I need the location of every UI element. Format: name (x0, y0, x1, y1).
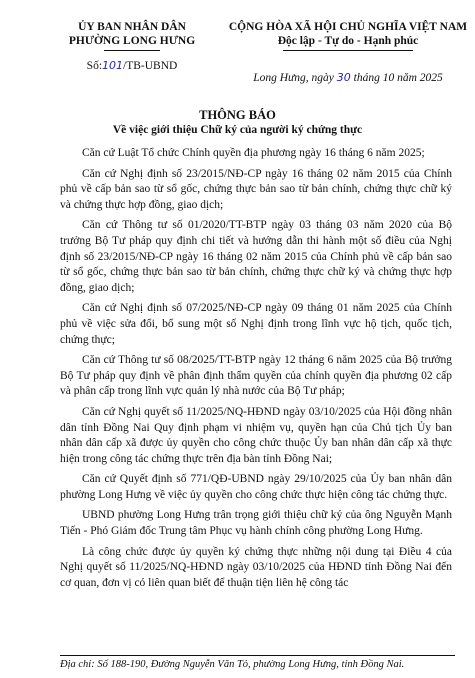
motto: Độc lập - Tự do - Hạnh phúc (277, 35, 419, 47)
national-motto (228, 20, 468, 51)
paragraph: Căn cứ Quyết định số 771/QĐ-UBND ngày 29/10/2025 của Ủy ban nhân dân phường Long Hưng về việc ủy quyền cho công chức thực hiện công tác chứng thực. (60, 473, 452, 501)
footer-divider (60, 655, 455, 656)
paragraph: Căn cứ Nghị quyết số 11/2025/NQ-HĐND ngày 03/10/2025 của Hội đồng nhân dân tỉnh Đồng Nai Quy định phạm vi nhiệm vụ, quyền hạn của Chủ tịch Ủy ban nhân dân cấp xã được ủy quyền cho công chức thuộc Ủy ban nhân dân cấp xã thực hiện trong công tác chứng thực trên địa bàn tỉnh Đồng Nai; (60, 405, 452, 465)
document-title: THÔNG BÁO (199, 108, 276, 122)
paragraph: Là công chức được ủy quyền ký chứng thực những nội dung tại Điều 4 của Nghị quyết số 11/2025/NQ-HĐND ngày 03/10/2025 của HĐND tỉnh Đồng Nai đến cơ quan, đơn vị có liên quan biết để thuận tiện liên hệ công tác (60, 545, 452, 589)
issuing-agency (56, 20, 208, 51)
agency-line-2: PHƯỜNG LONG HƯNG (68, 35, 196, 47)
number-prefix: Số: (86, 60, 103, 72)
place-prefix: Long Hưng, ngày (253, 72, 337, 84)
agency-line-1: ỦY BAN NHÂN DÂN (78, 21, 186, 33)
place-suffix: tháng 10 năm 2025 (350, 72, 443, 84)
number-suffix: /TB-UBND (123, 60, 178, 72)
handwritten-number: 101 (102, 59, 124, 72)
country-name: CỘNG HÒA XÃ HỘI CHỦ NGHĨA VIỆT NAM (228, 21, 468, 33)
motto-underline (283, 50, 413, 51)
handwritten-day: 30 (336, 71, 351, 84)
paragraph: Căn cứ Luật Tổ chức Chính quyền địa phương ngày 16 tháng 6 năm 2025; (82, 147, 425, 159)
place-date (228, 71, 468, 84)
paragraph: Căn cứ Thông tư số 01/2020/TT-BTP ngày 03 tháng 03 năm 2020 của Bộ trưởng Bộ Tư pháp quy định chi tiết và hướng dẫn thi hành một số điều của Nghị định số 23/2015/NĐ-CP ngày 16 tháng 02 năm 2015 của Chính phủ về cấp bản sao từ sổ gốc, chứng thực bản sao từ bản chính, chứng thực chữ ký và chứng thực hợp đồng, giao dịch; (60, 219, 452, 294)
document-body (60, 146, 452, 596)
document-number (56, 59, 208, 72)
paragraph: Căn cứ Nghị định số 07/2025/NĐ-CP ngày 09 tháng 01 năm 2025 của Chính phủ về việc sửa đổi, bổ sung một số Nghị định trong lĩnh vực hộ tịch, quốc tịch, chứng thực; (60, 302, 452, 346)
paragraph: UBND phường Long Hưng trân trọng giới thiệu chữ ký của ông Nguyễn Mạnh Tiến - Phó Giám đốc Trung tâm Phục vụ hành chính công phường Long Hưng. (60, 509, 452, 538)
footer-address: Địa chỉ: Số 188-190, Đường Nguyễn Văn Tỏ, phường Long Hưng, tỉnh Đồng Nai. (60, 659, 405, 670)
document-subtitle: Về việc giới thiệu Chữ ký của người ký chứng thực (112, 124, 363, 136)
paragraph: Căn cứ Thông tư số 08/2025/TT-BTP ngày 12 tháng 6 năm 2025 của Bộ trưởng Bộ Tư pháp quy định về phân định thẩm quyền của chính quyền địa phương 02 cấp và phân cấp trong lĩnh vực quản lý nhà nước của Bộ Tư pháp; (60, 354, 452, 398)
paragraph: Căn cứ Nghị định số 23/2015/NĐ-CP ngày 16 tháng 02 năm 2015 của Chính phủ về cấp bản sao từ sổ gốc, chứng thực bản sao từ bản chính, chứng thực chữ ký và chứng thực hợp đồng, giao dịch; (60, 167, 452, 211)
agency-underline (104, 50, 160, 51)
